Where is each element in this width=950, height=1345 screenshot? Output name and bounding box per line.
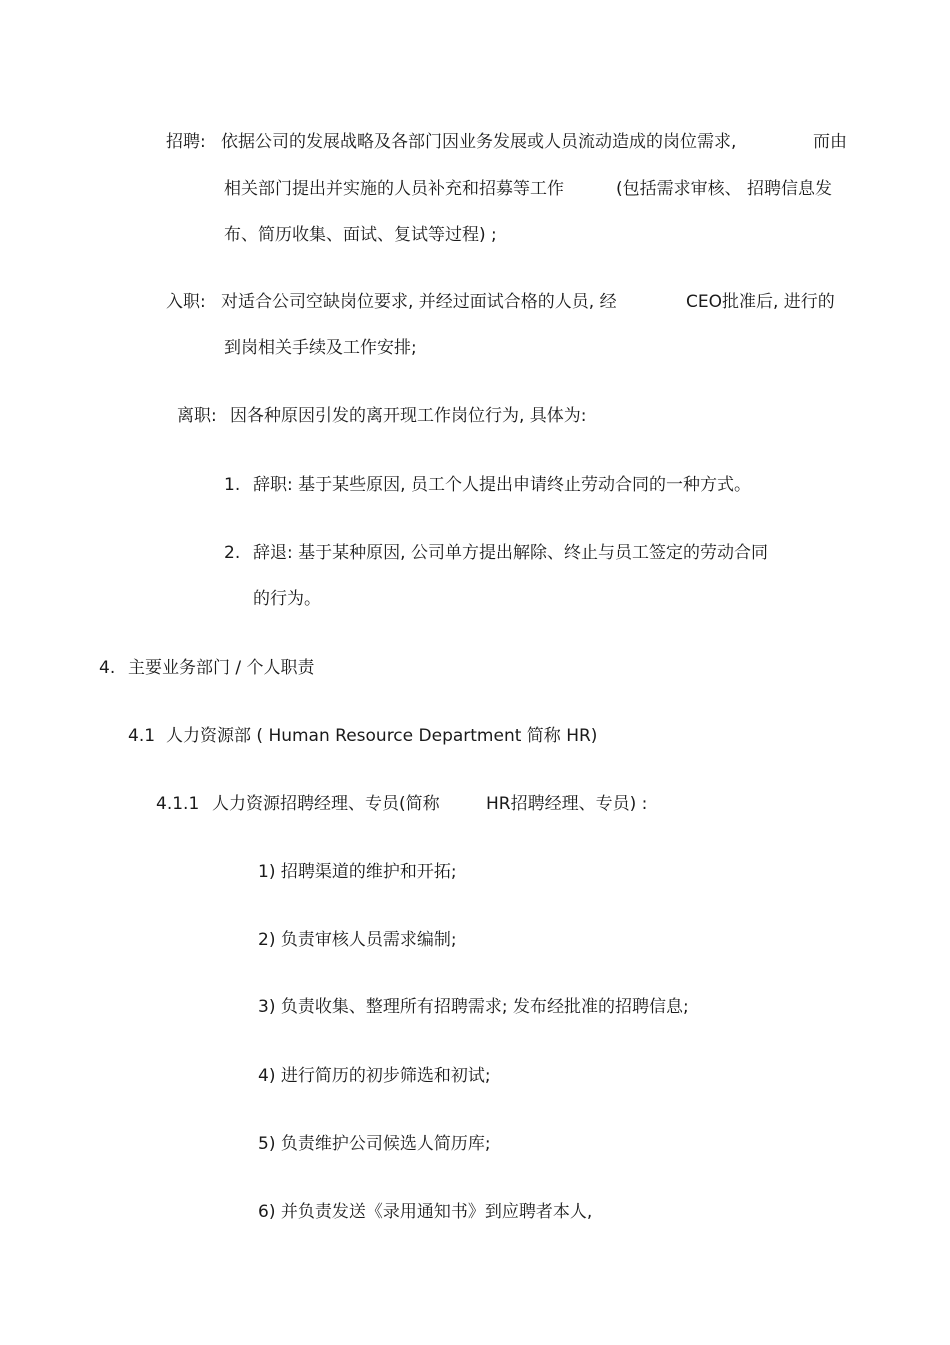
subsubsection-heading-tail: HR招聘经理、专员) : [486, 794, 648, 814]
term-recruit: 招聘: [166, 132, 206, 152]
leave-item-text: 辞职: 基于某些原因, 员工个人提出申请终止劳动合同的一种方式。 [253, 475, 751, 495]
leave-item-text-cont: 的行为。 [253, 589, 321, 609]
onboard-text-line1-tail: CEO批准后, 进行的 [686, 292, 835, 312]
duty-item: 3) 负责收集、整理所有招聘需求; 发布经批准的招聘信息; [258, 997, 689, 1017]
onboard-text-line2: 到岗相关手续及工作安排; [224, 338, 417, 358]
section-heading: 主要业务部门 / 个人职责 [128, 658, 315, 678]
term-leave: 离职: [177, 406, 217, 426]
subsubsection-number: 4.1.1 [156, 794, 200, 814]
subsection-number: 4.1 [128, 726, 156, 746]
leave-item-number: 1. [224, 475, 241, 495]
subsection-heading: 人力资源部 ( Human Resource Department 简称 HR) [166, 726, 598, 746]
section-number: 4. [99, 658, 116, 678]
leave-text-line1: 因各种原因引发的离开现工作岗位行为, 具体为: [230, 406, 587, 426]
subsubsection-heading: 人力资源招聘经理、专员(简称 [212, 794, 440, 814]
duty-item: 4) 进行简历的初步筛选和初试; [258, 1066, 491, 1086]
duty-item: 2) 负责审核人员需求编制; [258, 930, 457, 950]
leave-item-text: 辞退: 基于某种原因, 公司单方提出解除、终止与员工签定的劳动合同 [253, 543, 768, 563]
leave-item-number: 2. [224, 543, 241, 563]
recruit-text-line1: 依据公司的发展战略及各部门因业务发展或人员流动造成的岗位需求, [221, 132, 737, 152]
onboard-text-line1: 对适合公司空缺岗位要求, 并经过面试合格的人员, 经 [221, 292, 617, 312]
recruit-text-line3: 布、简历收集、面试、复试等过程) ; [224, 225, 497, 245]
term-onboard: 入职: [166, 292, 206, 312]
duty-item: 5) 负责维护公司候选人简历库; [258, 1134, 491, 1154]
duty-item: 6) 并负责发送《录用通知书》到应聘者本人, [258, 1202, 593, 1222]
duty-item: 1) 招聘渠道的维护和开拓; [258, 862, 457, 882]
recruit-text-line1-tail: 而由 [813, 132, 847, 152]
recruit-text-line2-tail: (包括需求审核、 招聘信息发 [616, 179, 833, 199]
recruit-text-line2: 相关部门提出并实施的人员补充和招募等工作 [224, 179, 564, 199]
